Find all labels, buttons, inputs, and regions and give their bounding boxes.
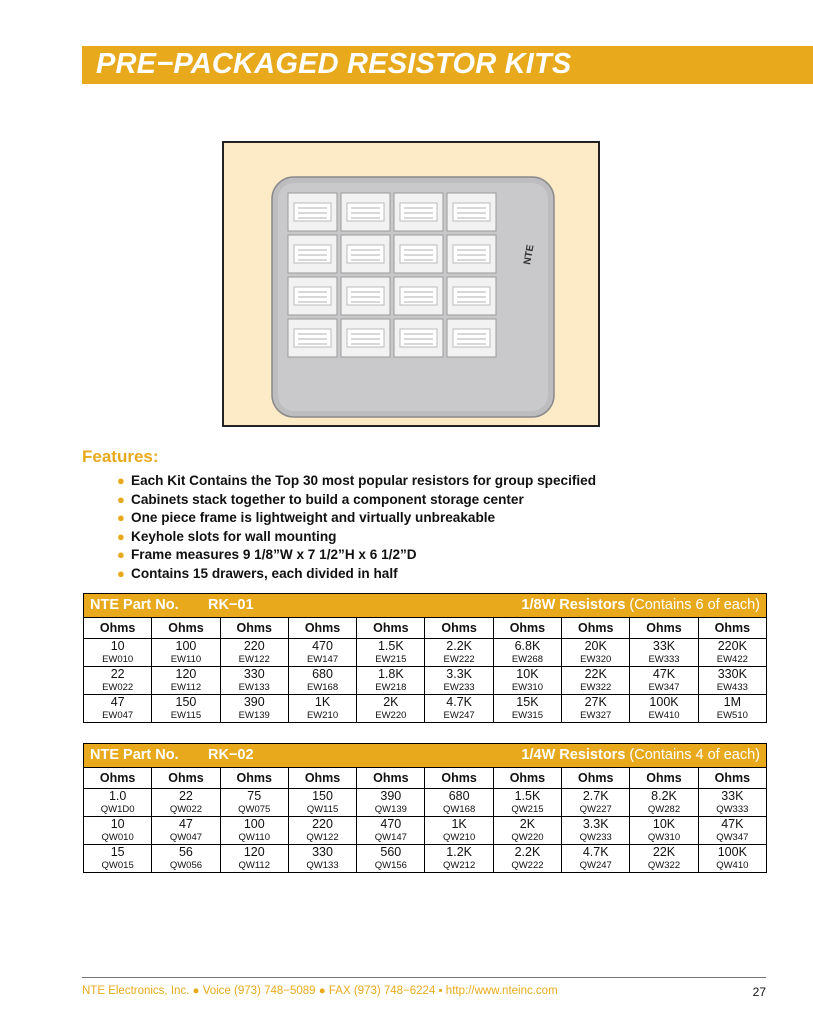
resistance-value: 390 — [380, 789, 402, 803]
resistance-value: 100K — [649, 695, 679, 709]
feature-item: ● Each Kit Contains the Top 30 most popular resistors for group specified — [82, 472, 596, 491]
resistor-cell — [84, 788, 151, 816]
resistor-cell — [289, 788, 356, 816]
part-code: EW122 — [238, 654, 270, 665]
part-code: EW022 — [102, 682, 134, 693]
resistor-cell — [425, 666, 492, 694]
resistor-cell — [357, 816, 424, 844]
resistor-cell — [221, 666, 288, 694]
resistor-cell — [562, 666, 629, 694]
resistance-value: 47 — [178, 817, 193, 831]
resistance-value: 1.5K — [377, 639, 404, 653]
column-header: Ohms — [562, 767, 629, 788]
part-code: QW222 — [511, 860, 544, 871]
resistance-value: 22 — [178, 789, 193, 803]
resistor-cell — [289, 844, 356, 872]
part-code: EW315 — [511, 710, 543, 721]
resistor-cell — [699, 666, 766, 694]
part-code: QW347 — [716, 832, 749, 843]
resistor-cell — [630, 844, 697, 872]
resistance-value: 75 — [247, 789, 262, 803]
resistance-value: 120 — [175, 667, 197, 681]
part-code: QW247 — [579, 860, 612, 871]
page-number: 27 — [752, 985, 766, 999]
resistance-value: 100 — [175, 639, 197, 653]
ohms-column — [698, 617, 766, 722]
part-code: QW010 — [101, 832, 134, 843]
resistance-value: 22K — [652, 845, 676, 859]
resistance-value: 6.8K — [514, 639, 541, 653]
part-code: QW139 — [374, 804, 407, 815]
resistor-cell — [84, 666, 151, 694]
ohms-column — [151, 767, 219, 872]
part-code: EW112 — [170, 682, 202, 693]
resistor-cell — [289, 694, 356, 722]
part-code: QW1D0 — [100, 804, 135, 815]
resistance-value: 22K — [584, 667, 607, 681]
resistance-value: 220 — [243, 639, 265, 653]
resistance-value: 10K — [516, 667, 539, 681]
part-code: EW139 — [238, 710, 270, 721]
part-code: QW147 — [374, 832, 407, 843]
resistance-value: 1M — [723, 695, 741, 709]
column-header: Ohms — [699, 767, 766, 788]
resistance-value: 1.2K — [446, 845, 472, 859]
resistor-cell — [630, 638, 697, 666]
resistor-cell — [494, 638, 561, 666]
resistor-cell — [84, 638, 151, 666]
column-header: Ohms — [562, 617, 629, 638]
part-code: QW282 — [647, 804, 681, 815]
resistor-cabinet-image — [224, 143, 598, 425]
resistor-cell — [221, 816, 288, 844]
resistor-cell — [357, 694, 424, 722]
column-header: Ohms — [289, 767, 356, 788]
ohms-column — [698, 767, 766, 872]
title-banner — [82, 46, 813, 84]
resistor-cell — [562, 788, 629, 816]
resistance-value: 22 — [110, 667, 125, 681]
resistor-cell — [699, 694, 766, 722]
resistance-value: 2K — [383, 695, 399, 709]
part-code: QW220 — [511, 832, 544, 843]
ohms-column — [629, 617, 697, 722]
part-code: EW510 — [716, 710, 748, 721]
resistance-value: 2.2K — [514, 845, 541, 859]
resistor-cell — [630, 666, 697, 694]
part-code: EW322 — [580, 682, 612, 693]
part-code: QW110 — [238, 832, 270, 843]
ohms-column — [493, 767, 561, 872]
resistor-cell — [152, 844, 219, 872]
bullet-icon: ● — [117, 528, 125, 544]
part-code: EW222 — [443, 654, 475, 665]
part-code: EW233 — [443, 682, 475, 693]
resistance-value: 560 — [380, 845, 402, 859]
features-heading: Features: — [82, 447, 159, 466]
ohms-column — [288, 617, 356, 722]
resistance-value: 150 — [175, 695, 197, 709]
part-code: QW168 — [443, 804, 476, 815]
resistor-cell — [425, 844, 492, 872]
feature-item: ● Frame measures 9 1/8”W x 7 1/2”H x 6 1/2”D — [82, 546, 596, 565]
kit-table-rk02 — [83, 743, 767, 873]
resistance-value: 2.2K — [446, 639, 472, 653]
resistor-cell — [494, 844, 561, 872]
resistor-cell — [562, 638, 629, 666]
resistance-value: 3.3K — [446, 667, 472, 681]
column-header: Ohms — [221, 617, 288, 638]
ohms-column — [424, 617, 492, 722]
resistance-value: 33K — [721, 789, 744, 803]
resistor-cell — [562, 816, 629, 844]
resistance-value: 150 — [312, 789, 333, 803]
part-code: EW410 — [648, 710, 680, 721]
column-header: Ohms — [494, 767, 561, 788]
column-header: Ohms — [630, 617, 697, 638]
part-code: QW310 — [647, 832, 681, 843]
part-code: QW322 — [647, 860, 681, 871]
resistor-cell — [425, 694, 492, 722]
part-code: EW327 — [580, 710, 612, 721]
part-code: QW233 — [579, 832, 612, 843]
resistor-cell — [221, 788, 288, 816]
page-title: PRE−PACKAGED RESISTOR KITS — [96, 48, 572, 80]
resistance-value: 1K — [451, 817, 467, 831]
resistance-value: 10 — [110, 817, 125, 831]
kit-table-rk01 — [83, 593, 767, 723]
part-code: QW333 — [716, 804, 749, 815]
part-code: EW168 — [306, 682, 339, 693]
resistor-cell — [494, 694, 561, 722]
resistance-value: 220 — [312, 817, 333, 831]
resistance-value: 3.3K — [582, 817, 609, 831]
resistance-value: 10 — [110, 639, 125, 653]
resistor-cell — [84, 844, 151, 872]
resistor-cell — [152, 666, 219, 694]
resistance-value: 120 — [243, 845, 265, 859]
resistance-value: 10K — [652, 817, 676, 831]
resistor-cell — [562, 694, 629, 722]
resistance-value: 470 — [380, 817, 402, 831]
part-code: EW010 — [102, 654, 134, 665]
bullet-icon: ● — [117, 547, 125, 563]
resistance-value: 27K — [584, 695, 607, 709]
resistor-cell — [630, 816, 697, 844]
resistor-cell — [289, 666, 356, 694]
feature-item: ● Keyhole slots for wall mounting — [82, 528, 596, 547]
part-number: RK−02 — [208, 747, 254, 763]
column-header: Ohms — [84, 767, 151, 788]
part-code: EW218 — [375, 682, 407, 693]
resistor-cell — [357, 788, 424, 816]
part-code: EW333 — [648, 654, 680, 665]
resistance-value: 8.2K — [651, 789, 677, 803]
resistor-cell — [630, 694, 697, 722]
resistor-cell — [84, 816, 151, 844]
resistor-cell — [152, 816, 219, 844]
part-code: EW047 — [102, 710, 134, 721]
ohms-column — [84, 767, 151, 872]
kit-header — [84, 744, 766, 767]
part-code: EW110 — [170, 654, 202, 665]
resistance-value: 15K — [516, 695, 539, 709]
ohms-column — [561, 767, 629, 872]
part-code: QW115 — [306, 804, 339, 815]
part-code: QW022 — [169, 804, 203, 815]
part-code: EW115 — [170, 710, 202, 721]
resistance-value: 56 — [178, 845, 193, 859]
wattage-info: 1/8W Resistors (Contains 6 of each) — [521, 597, 760, 613]
feature-item: ● One piece frame is lightweight and virtually unbreakable — [82, 509, 596, 528]
part-code: QW210 — [443, 832, 476, 843]
resistor-cell — [425, 816, 492, 844]
ohms-column — [356, 617, 424, 722]
part-code: QW410 — [716, 860, 749, 871]
bullet-icon: ● — [117, 473, 125, 488]
resistance-value: 680 — [448, 789, 470, 803]
part-label: NTE Part No. — [90, 597, 179, 613]
product-photo — [222, 141, 600, 427]
resistor-cell — [221, 638, 288, 666]
resistor-cell — [289, 638, 356, 666]
resistor-cell — [425, 788, 492, 816]
part-code: QW227 — [579, 804, 612, 815]
resistance-value: 47K — [721, 817, 744, 831]
column-header: Ohms — [699, 617, 766, 638]
resistor-grid — [84, 767, 766, 872]
ohms-column — [84, 617, 151, 722]
bullet-icon: ● — [117, 565, 125, 581]
part-code: QW015 — [101, 860, 134, 871]
footer-contact: NTE Electronics, Inc. ● Voice (973) 748−5089 ● FAX (973) 748−6224 ▪ http://www.nteinc.com — [82, 985, 558, 997]
part-code: EW347 — [648, 682, 680, 693]
column-header: Ohms — [357, 617, 424, 638]
resistance-value: 2K — [519, 817, 536, 831]
column-header: Ohms — [152, 617, 219, 638]
resistor-cell — [152, 694, 219, 722]
column-header: Ohms — [152, 767, 219, 788]
part-code: EW268 — [511, 654, 543, 665]
column-header: Ohms — [425, 767, 492, 788]
column-header: Ohms — [630, 767, 697, 788]
cabinet-logo: NTE — [522, 243, 537, 266]
resistance-value: 33K — [652, 639, 676, 653]
bullet-icon: ● — [117, 510, 125, 526]
part-code: EW422 — [716, 654, 748, 665]
ohms-column — [561, 617, 629, 722]
resistor-cell — [494, 666, 561, 694]
resistance-value: 330K — [717, 667, 747, 681]
resistor-cell — [494, 788, 561, 816]
resistor-cell — [221, 844, 288, 872]
ohms-column — [424, 767, 492, 872]
part-code: EW320 — [580, 654, 612, 665]
resistor-cell — [152, 638, 219, 666]
resistance-value: 330 — [312, 845, 333, 859]
resistance-value: 20K — [584, 639, 607, 653]
column-header: Ohms — [84, 617, 151, 638]
resistor-cell — [425, 638, 492, 666]
feature-item: ● Cabinets stack together to build a component storage center — [82, 491, 596, 510]
part-label: NTE Part No. — [90, 747, 179, 763]
resistor-cell — [699, 638, 766, 666]
resistance-value: 680 — [312, 667, 333, 681]
resistance-value: 330 — [243, 667, 265, 681]
resistance-value: 1.5K — [514, 789, 541, 803]
column-header: Ohms — [357, 767, 424, 788]
part-code: EW215 — [375, 654, 407, 665]
part-code: EW133 — [238, 682, 270, 693]
resistor-cell — [289, 816, 356, 844]
resistor-cell — [562, 844, 629, 872]
column-header: Ohms — [221, 767, 288, 788]
resistor-cell — [357, 638, 424, 666]
part-number: RK−01 — [208, 597, 254, 613]
ohms-column — [356, 767, 424, 872]
resistance-value: 220K — [717, 639, 747, 653]
part-code: QW215 — [511, 804, 544, 815]
ohms-column — [288, 767, 356, 872]
ohms-column — [220, 617, 288, 722]
ohms-column — [629, 767, 697, 872]
wattage-info: 1/4W Resistors (Contains 4 of each) — [521, 747, 760, 763]
part-code: EW147 — [306, 654, 339, 665]
resistance-value: 15 — [110, 845, 125, 859]
column-header: Ohms — [494, 617, 561, 638]
resistor-cell — [494, 816, 561, 844]
resistor-cell — [699, 816, 766, 844]
resistor-cell — [357, 666, 424, 694]
part-code: EW433 — [716, 682, 748, 693]
resistance-value: 2.7K — [582, 789, 609, 803]
part-code: EW210 — [306, 710, 339, 721]
resistance-value: 1K — [314, 695, 331, 709]
feature-item: ● Contains 15 drawers, each divided in half — [82, 565, 596, 584]
resistance-value: 100K — [717, 845, 747, 859]
part-code: EW220 — [375, 710, 407, 721]
resistor-cell — [221, 694, 288, 722]
footer — [82, 985, 766, 997]
features-list — [82, 472, 596, 584]
resistance-value: 4.7K — [582, 845, 609, 859]
resistor-cell — [699, 788, 766, 816]
ohms-column — [220, 767, 288, 872]
part-code: QW133 — [306, 860, 339, 871]
resistor-cell — [152, 788, 219, 816]
part-code: QW156 — [374, 860, 407, 871]
part-code: QW112 — [238, 860, 270, 871]
resistance-value: 1.8K — [377, 667, 404, 681]
resistor-cell — [84, 694, 151, 722]
resistor-grid — [84, 617, 766, 722]
resistance-value: 470 — [312, 639, 333, 653]
ohms-column — [151, 617, 219, 722]
part-code: EW247 — [443, 710, 475, 721]
column-header: Ohms — [289, 617, 356, 638]
resistance-value: 4.7K — [446, 695, 472, 709]
resistor-cell — [699, 844, 766, 872]
resistance-value: 1.0 — [108, 789, 127, 803]
part-code: QW212 — [443, 860, 476, 871]
part-code: QW122 — [306, 832, 339, 843]
resistance-value: 100 — [243, 817, 265, 831]
part-code: QW075 — [238, 804, 271, 815]
kit-header — [84, 594, 766, 617]
resistance-value: 47K — [652, 667, 676, 681]
resistance-value: 390 — [243, 695, 265, 709]
part-code: EW310 — [511, 682, 543, 693]
part-code: QW047 — [169, 832, 203, 843]
footer-divider — [82, 977, 766, 978]
ohms-column — [493, 617, 561, 722]
resistance-value: 47 — [110, 695, 125, 709]
resistor-cell — [357, 844, 424, 872]
bullet-icon: ● — [117, 491, 125, 507]
part-code: QW056 — [169, 860, 203, 871]
resistor-cell — [630, 788, 697, 816]
column-header: Ohms — [425, 617, 492, 638]
